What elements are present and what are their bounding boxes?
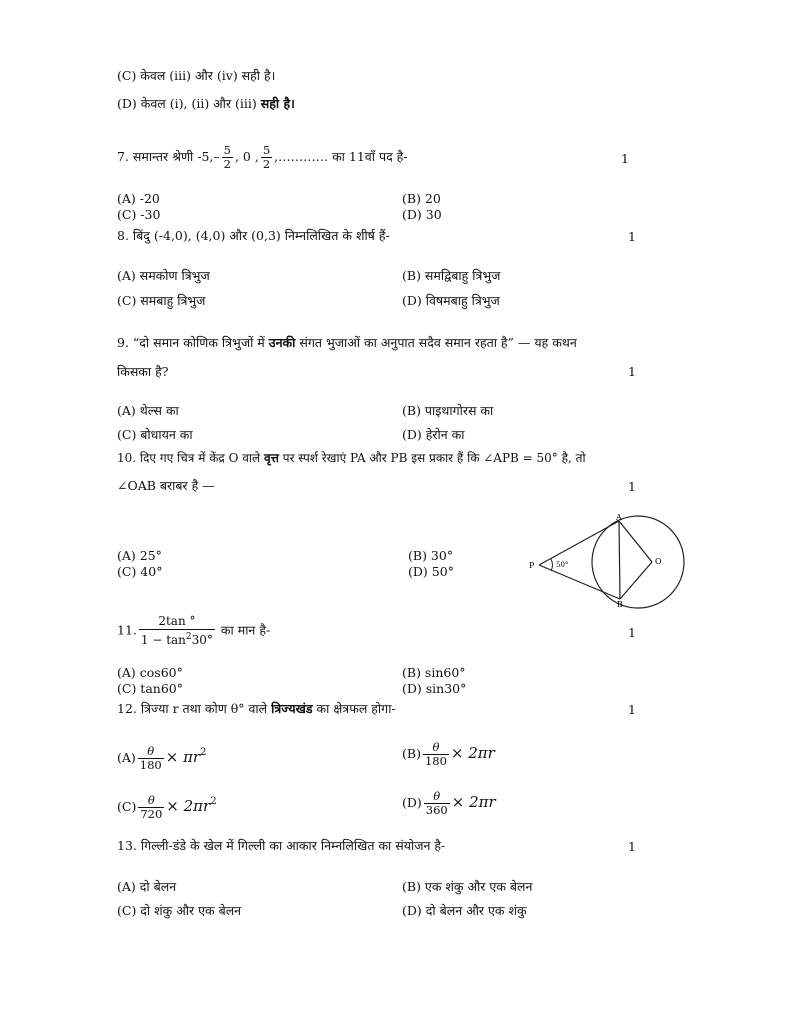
q11-den-post: 30° <box>191 633 213 647</box>
q10-bold: वृत्त <box>263 451 279 465</box>
q8-option-a: (A) समकोण त्रिभुज <box>117 268 210 283</box>
question-11 <box>117 614 270 648</box>
q7-f1-den: 2 <box>223 157 231 171</box>
q12-c-expr-text: × 2πr <box>166 797 211 815</box>
label-p: P <box>529 561 535 570</box>
q7-marks: 1 <box>621 151 629 166</box>
q12-a-label: (A) <box>117 750 136 765</box>
q12-bold: त्रिज्यखंड <box>271 701 313 716</box>
q7-option-a: (A) -20 <box>117 191 160 206</box>
tangent-pa <box>539 521 619 565</box>
q7-f1-num: 5 <box>223 143 231 157</box>
q11-fraction <box>139 614 215 648</box>
q9-post: संगत भुजाओं का अनुपात सदैव समान रहता है” — यह कथन <box>295 335 577 350</box>
q9-option-c: (C) बोधायन का <box>117 427 193 442</box>
option-c-prev: (C) केवल (iii) और (iv) सही है। <box>117 68 276 83</box>
q12-d-den: 360 <box>425 803 448 817</box>
q10-option-b: (B) 30° <box>408 548 454 563</box>
q13-option-a: (A) दो बेलन <box>117 879 177 894</box>
q8-marks: 1 <box>628 229 636 244</box>
q8-option-c: (C) समबाहु त्रिभुज <box>117 293 206 308</box>
question-13: 13. गिल्ली-डंडे के खेल में गिल्ली का आकार निम्नलिखित का संयोजन है- <box>117 838 446 853</box>
q12-a-expr-text: × πr <box>165 748 201 766</box>
q12-b-den: 180 <box>424 754 447 768</box>
question-10 <box>117 450 586 466</box>
q10-line-2: ∠OAB बराबर है — <box>117 478 215 493</box>
q7-pre: 7. समान्तर श्रेणी -5,– <box>117 149 220 164</box>
radius-ob <box>620 562 652 599</box>
q12-c-label: (C) <box>117 799 137 814</box>
q12-c-sup: 2 <box>210 796 217 807</box>
q11-den <box>139 630 215 648</box>
q12-b-expr: × 2πr <box>450 744 495 762</box>
radius-oa <box>619 521 652 562</box>
q7-post: ,………… का 11वाँ पद है- <box>274 149 408 164</box>
q7-option-c: (C) -30 <box>117 207 161 222</box>
option-d-prev-bold: सही है। <box>260 96 295 111</box>
label-angle: 50° <box>556 561 569 569</box>
q11-option-a: (A) cos60° <box>117 665 183 680</box>
q12-c-fraction <box>138 794 164 821</box>
q12-d-label: (D) <box>402 795 422 810</box>
q12-a-num: θ <box>138 745 164 759</box>
q12-post: का क्षेत्रफल होगा- <box>312 701 396 716</box>
q11-den-pre: 1 − tan <box>140 633 186 647</box>
q11-option-d: (D) sin30° <box>402 681 467 696</box>
q12-b-fraction <box>423 741 449 768</box>
q12-marks: 1 <box>628 702 636 717</box>
circle <box>592 516 684 608</box>
q7-fraction-1 <box>222 144 233 171</box>
option-d-prev-text: (D) केवल (i), (ii) और (iii) <box>117 96 261 111</box>
q12-d-fraction <box>424 790 450 817</box>
q7-fraction-2 <box>261 144 272 171</box>
q12-a-expr <box>166 748 207 766</box>
tangent-circle-figure <box>525 512 690 612</box>
q9-option-d: (D) हेरोन का <box>402 427 465 442</box>
q7-f2-num: 5 <box>262 143 271 157</box>
q11-marks: 1 <box>628 625 636 640</box>
q10-option-a: (A) 25° <box>117 548 162 563</box>
q12-option-d <box>402 787 496 818</box>
q13-option-c: (C) दो शंकु और एक बेलन <box>117 903 242 918</box>
label-o: O <box>655 557 662 566</box>
q13-option-b: (B) एक शंकु और एक बेलन <box>402 879 533 894</box>
q12-c-num: θ <box>138 794 164 808</box>
question-8: 8. बिंदु (-4,0), (4,0) और (0,3) निम्नलिखित के शीर्ष हैं- <box>117 228 390 243</box>
q11-option-c: (C) tan60° <box>117 681 183 696</box>
q12-option-c <box>117 787 217 822</box>
q9-pre: 9. “दो समान कोणिक त्रिभुजों में <box>117 335 269 350</box>
q9-line-2: किसका है? <box>117 364 169 379</box>
q8-option-b: (B) समद्विबाहु त्रिभुज <box>402 268 501 283</box>
question-7 <box>117 142 408 172</box>
chord-ab <box>619 521 620 599</box>
q12-d-num: θ <box>424 790 450 804</box>
q12-pre: 12. त्रिज्या r तथा कोण θ° वाले <box>117 701 272 716</box>
option-d-prev <box>117 96 295 112</box>
q10-marks: 1 <box>628 479 636 494</box>
q9-bold: उनकी <box>268 335 296 350</box>
q11-post: का मान है- <box>216 622 271 638</box>
question-9 <box>117 335 577 351</box>
q10-pre: 10. दिए गए चित्र में केंद्र O वाले <box>117 451 264 465</box>
q12-b-num: θ <box>423 741 449 755</box>
label-b: B <box>617 600 623 609</box>
angle-arc <box>551 559 553 571</box>
q8-option-d: (D) विषमबाहु त्रिभुज <box>402 293 500 308</box>
q10-option-d: (D) 50° <box>408 564 454 579</box>
q12-a-den: 180 <box>139 758 162 772</box>
q12-option-a <box>117 738 206 773</box>
q12-c-den: 720 <box>140 807 163 821</box>
q12-a-fraction <box>138 745 164 772</box>
q7-mid: , 0 , <box>234 149 259 164</box>
q10-option-c: (C) 40° <box>117 564 163 579</box>
q12-d-expr: × 2πr <box>451 793 496 811</box>
q11-pre: 11. <box>117 622 137 638</box>
q10-post: पर स्पर्श रेखाएं PA और PB इस प्रकार हैं कि ∠APB = 50° है, तो <box>278 451 586 465</box>
q11-den-sup: 2 <box>185 632 192 642</box>
q12-option-b <box>402 738 495 769</box>
q9-option-b: (B) पाइथागोरस का <box>402 403 494 418</box>
q7-f2-den: 2 <box>262 157 271 171</box>
q12-c-expr <box>166 797 216 815</box>
q7-option-b: (B) 20 <box>402 191 441 206</box>
label-a: A <box>616 513 622 522</box>
q9-option-a: (A) थेल्स का <box>117 403 179 418</box>
q11-num: 2tan ° <box>139 614 215 630</box>
q13-marks: 1 <box>628 839 636 854</box>
q12-b-label: (B) <box>402 746 421 761</box>
q13-option-d: (D) दो बेलन और एक शंकु <box>402 903 527 918</box>
q11-option-b: (B) sin60° <box>402 665 466 680</box>
q7-option-d: (D) 30 <box>402 207 442 222</box>
question-12 <box>117 701 396 717</box>
q9-marks: 1 <box>628 364 636 379</box>
q12-a-sup: 2 <box>200 747 207 758</box>
